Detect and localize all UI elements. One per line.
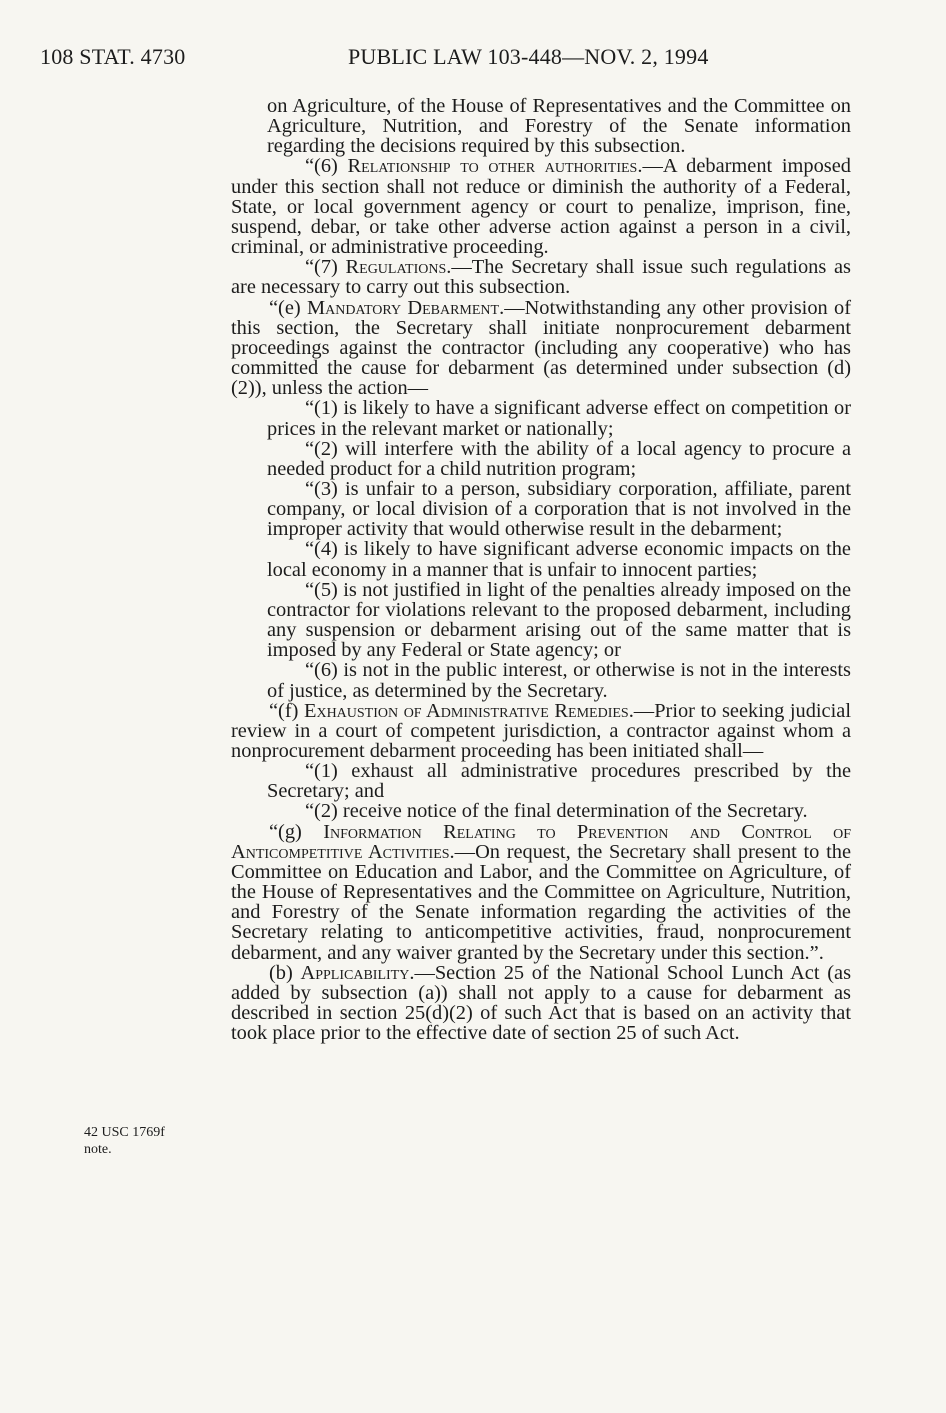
clause-e5: “(5) is not justified in light of the penalties already imposed on the contractor for violations relevant to the proposed debarment, including any suspension or debarment arising out of the same matter that is imposed by any Federal or State agency; or: [267, 578, 851, 662]
subsection-g-heading: Information Relating to Prevention and Control of Anticompetitive Activities.: [231, 820, 851, 863]
paragraph-continuation: on Agriculture, of the House of Representatives and the Committee on Agriculture, Nutrition, and Forestry of the Senate information regarding the decisions required by this subsection.: [267, 95, 851, 158]
subsection-f-text: —Prior to seeking judicial review in a court of competent jurisdiction, a contractor against whom a nonprocurement debarment proceeding has been initiated shall—: [231, 699, 851, 762]
subsection-b-heading: Applicability.: [300, 961, 415, 984]
clause-e2: “(2) will interfere with the ability of a local agency to procure a needed product for a child nutrition program;: [267, 437, 851, 480]
margin-note: [84, 1124, 165, 1158]
running-head: PUBLIC LAW 103-448—NOV. 2, 1994: [348, 44, 709, 69]
paragraph-d7: [231, 257, 851, 297]
paragraph-d6-number: “(6): [305, 155, 348, 178]
clause-e4: “(4) is likely to have significant adverse economic impacts on the local economy in a manner that is unfair to innocent parties;: [267, 538, 851, 581]
subsection-e: [231, 298, 851, 399]
subsection-g: [231, 822, 851, 963]
subsection-f-heading: Exhaustion of Administrative Remedies.: [304, 699, 634, 722]
subsection-b-number: (b): [269, 961, 301, 984]
clause-f1: “(1) exhaust all administrative procedures prescribed by the Secretary; and: [267, 760, 851, 803]
clause-e1: “(1) is likely to have a significant adverse effect on competition or prices in the relevant market or nationally;: [267, 397, 851, 440]
clause-f2: “(2) receive notice of the final determination of the Secretary.: [305, 800, 808, 823]
subsection-f: [231, 701, 851, 761]
margin-note-citation: 42 USC 1769f: [84, 1125, 165, 1140]
subsection-e-heading: Mandatory Debarment.: [306, 296, 505, 319]
subsection-f-number: “(f): [269, 699, 304, 722]
subsection-g-text: —On request, the Secretary shall present to the Committee on Education and Labor, and the Committee on Agriculture, of the House of Representatives and the Committee on Agriculture, Nutrition, and Forestry of the Senate information regarding the activities of the Secretary relating to anticompetitive activities, fraud, nonprocurement debarment, and any waiver granted by the Secretary under this section.”.: [231, 840, 851, 964]
subsection-e-number: “(e): [269, 296, 307, 319]
page-stat-citation: 108 STAT. 4730: [40, 44, 186, 69]
paragraph-d7-number: “(7): [305, 256, 346, 279]
body-text: [231, 96, 851, 1043]
subsection-g-number: “(g): [269, 820, 324, 843]
clause-e6: “(6) is not in the public interest, or otherwise is not in the interests of justice, as determined by the Secretary.: [267, 659, 851, 702]
subsection-b: [231, 963, 851, 1044]
subsection-b-text: —Section 25 of the National School Lunch Act (as added by subsection (a)) shall not apply to a cause for debarment as described in section 25(d)(2) of such Act that is based on an activity that took place prior to the effective date of section 25 of such Act.: [231, 961, 851, 1045]
paragraph-d6-heading: Relationship to other authorities.: [347, 155, 643, 178]
paragraph-d7-text: —The Secretary shall issue such regulations as are necessary to carry out this subsection.: [231, 256, 851, 299]
subsection-e-text: —Notwithstanding any other provision of this section, the Secretary shall initiate nonprocurement debarment proceedings against the contractor (including any cooperative) who has committed the cause for debarment (as determined under subsection (d)(2)), unless the action—: [231, 296, 851, 400]
clause-e3: “(3) is unfair to a person, subsidiary corporation, affiliate, parent company, or local division of a corporation that is not involved in the improper activity that would otherwise result in the debarment;: [267, 477, 851, 541]
paragraph-d6-text: —A debarment imposed under this section shall not reduce or diminish the authority of a Federal, State, or local government agency or court to penalize, imprison, fine, suspend, debar, or take other adverse action against a person in a civil, criminal, or administrative proceeding.: [231, 155, 851, 259]
margin-note-label: note.: [84, 1142, 112, 1157]
paragraph-d7-heading: Regulations.: [345, 256, 452, 279]
paragraph-d6: [231, 156, 851, 257]
